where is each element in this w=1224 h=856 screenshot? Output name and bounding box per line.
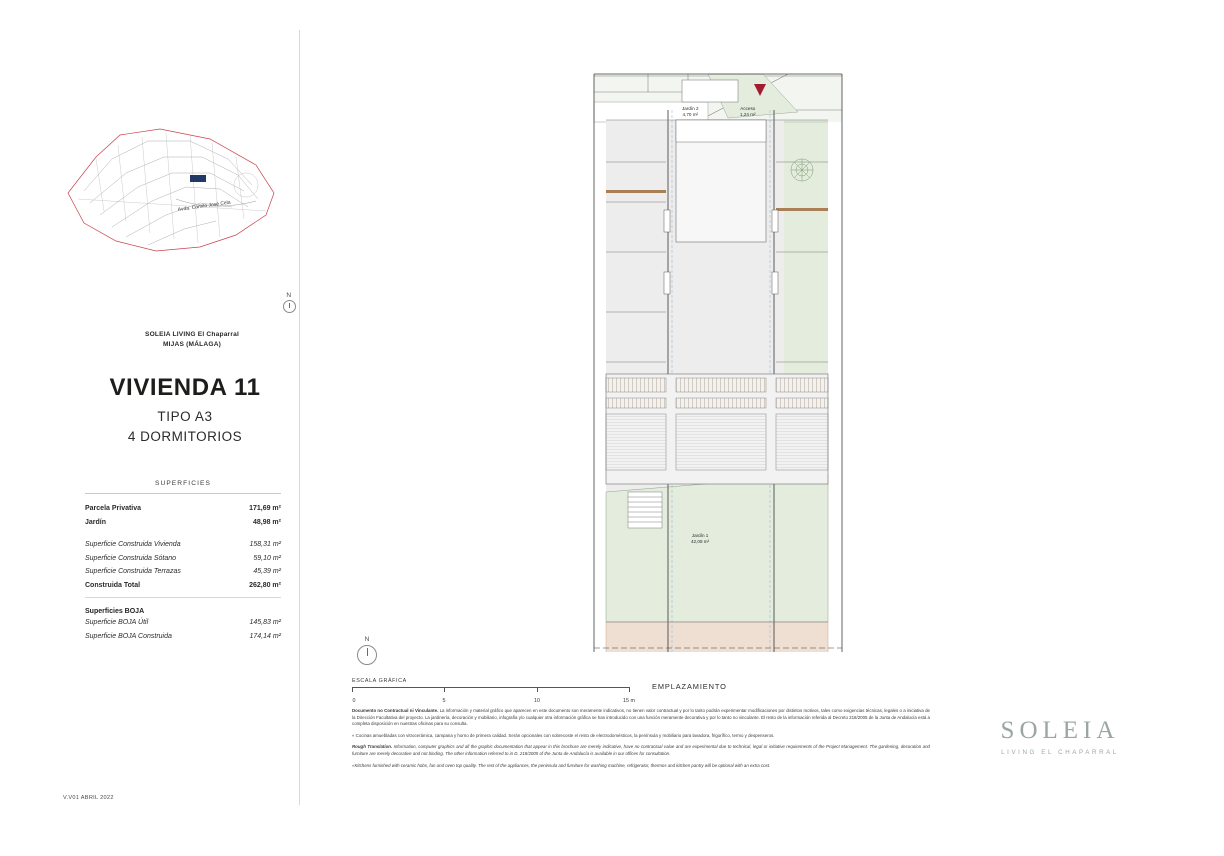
scale-tick-labels	[352, 698, 635, 708]
table-row	[85, 551, 281, 565]
plan-title: EMPLAZAMIENTO	[652, 682, 727, 691]
north-arrow-left	[277, 292, 301, 313]
brand-tagline: LIVING EL CHAPARRAL	[1001, 749, 1119, 756]
table-row	[85, 616, 281, 630]
site-key-map	[60, 115, 300, 265]
project-name: SOLEIA LIVING El Chaparral	[145, 331, 239, 338]
plan-label-area: 42,08 m²	[691, 539, 710, 545]
unit-title-block	[70, 375, 300, 444]
legal-paragraph-en-1	[352, 744, 930, 757]
row-value: 45,39 m²	[253, 568, 281, 576]
row-value: 158,31 m²	[249, 540, 281, 548]
scale-label: ESCALA GRÁFICA	[352, 678, 407, 684]
bedroom-count: 4 DORMITORIOS	[127, 429, 243, 445]
compass-icon	[357, 645, 377, 665]
plan-label-name: Jardín 2	[682, 106, 699, 111]
legal-paragraph-en-2: «Kitchens furnished with ceramic hobs, fan and oven top quality. The rest of the appliances, the peninsula and furniture for washing machine, refrigerator, thermos and kitchen pantry will be optional with an extra cost.	[352, 762, 771, 768]
row-label: Superficie Construida Terrazas	[85, 568, 181, 576]
table-row	[85, 516, 281, 530]
row-value: 174,14 m²	[249, 632, 281, 640]
boja-section-title: Superficies BOJA	[85, 607, 145, 615]
row-value: 48,98 m²	[252, 519, 281, 526]
north-letter: N	[286, 292, 292, 299]
brand-logo	[975, 718, 1145, 756]
site-plan-svg	[588, 62, 848, 652]
legal-disclaimer	[352, 708, 930, 774]
plan-label-area: 1,24 m²	[740, 112, 756, 118]
plan-label-jardin1	[691, 533, 709, 545]
surfaces-heading: SUPERFICIES	[154, 480, 212, 487]
page-title: VIVIENDA 11	[109, 374, 261, 401]
legal-paragraph-es-2: « Cocinas amuebladas con vitrocerámica, campana y horno de primera calidad. Serán opcionales con sobrecoste el resto de electrodomésticos, la península y mobiliario para lavadora, frigorífico, termo y despenseros.	[352, 732, 775, 738]
plan-label-jardin2	[682, 106, 699, 118]
table-row	[85, 538, 281, 552]
plan-label-area: 4,70 m²	[682, 112, 699, 118]
highlighted-plot	[190, 175, 206, 182]
row-label: Jardín	[85, 519, 107, 526]
north-letter: N	[364, 636, 370, 643]
north-arrow-bottom	[352, 636, 382, 665]
surfaces-table	[85, 480, 281, 644]
table-row	[85, 579, 281, 593]
project-location: MIJAS (MÁLAGA)	[162, 340, 222, 348]
scale-tick: 5	[442, 698, 446, 704]
unit-type: TIPO A3	[157, 409, 213, 425]
project-name-block	[84, 330, 300, 349]
sitemap-street-label: Avda. Camilo José Cela	[177, 199, 232, 213]
scale-tick: 15 m	[623, 698, 635, 704]
row-value: 145,83 m²	[249, 619, 281, 627]
plan-label-name: Jardín 1	[691, 533, 709, 538]
left-info-panel	[0, 0, 300, 856]
version-note: V.V01 ABRIL 2022	[63, 795, 114, 801]
legal-text-es: La información y material gráfico que aparecen en este documento son meramente indicativos, no tienen valor contractual y por lo tanto podrán experimentar modificaciones por distintos motivos, tales como exigencias técnicas, legales o a iniciativa de la Dirección Facultativa del proyecto. La jardinería, decoración y mobiliario, infografía y/o cualquier otra información gráfica se han introducido con una función meramente decorativa y por lo tanto no vinculante. El resto de la información referida al Decreto 218/2005 de la Junta de Andalucía está a completa disposición en nuestras oficinas para su consulta.	[352, 708, 930, 727]
row-label: Parcela Privativa	[85, 505, 142, 513]
graphic-scale	[352, 678, 642, 708]
row-label: Superficie BOJA Útil	[85, 619, 149, 627]
legal-bold-en: Rough Translation.	[352, 744, 393, 750]
row-label: Construida Total	[85, 582, 141, 590]
row-label: Superficie Construida Vivienda	[85, 540, 181, 548]
plan-label-name: Acceso	[740, 106, 756, 111]
compass-icon	[283, 300, 296, 313]
table-row	[85, 630, 281, 644]
site-key-map-svg	[60, 115, 300, 265]
row-value: 59,10 m²	[253, 554, 281, 562]
scale-bar	[352, 687, 630, 697]
legal-text-en: Information, computer graphics and all the graphic documentation that appear in this brochure are merely indicative, have no contractual value and are experimental due to technical, legal or initiative requirements of the Project Management. The gardening, decoration and furniture are merely decorative and not binding. The other information referred to in D. 218/2005 of the Junta de Andalucía is available in our offices for consultation.	[352, 744, 930, 757]
legal-bold-es: Documento no Contractual ni Vinculante.	[352, 708, 439, 713]
scale-tick: 0	[352, 698, 356, 704]
plan-label-acceso	[740, 106, 756, 118]
legal-paragraph-es-1	[352, 708, 930, 728]
row-value: 262,80 m²	[249, 582, 281, 590]
row-value: 171,69 m²	[249, 505, 281, 513]
row-label: Superficie Construida Sótano	[85, 554, 177, 562]
row-label: Superficie BOJA Construida	[85, 632, 172, 640]
site-plan-drawing	[588, 62, 848, 652]
scale-tick: 10	[534, 698, 540, 704]
brand-name: SOLEIA	[1000, 717, 1120, 744]
table-row	[85, 502, 281, 516]
table-row	[85, 565, 281, 579]
